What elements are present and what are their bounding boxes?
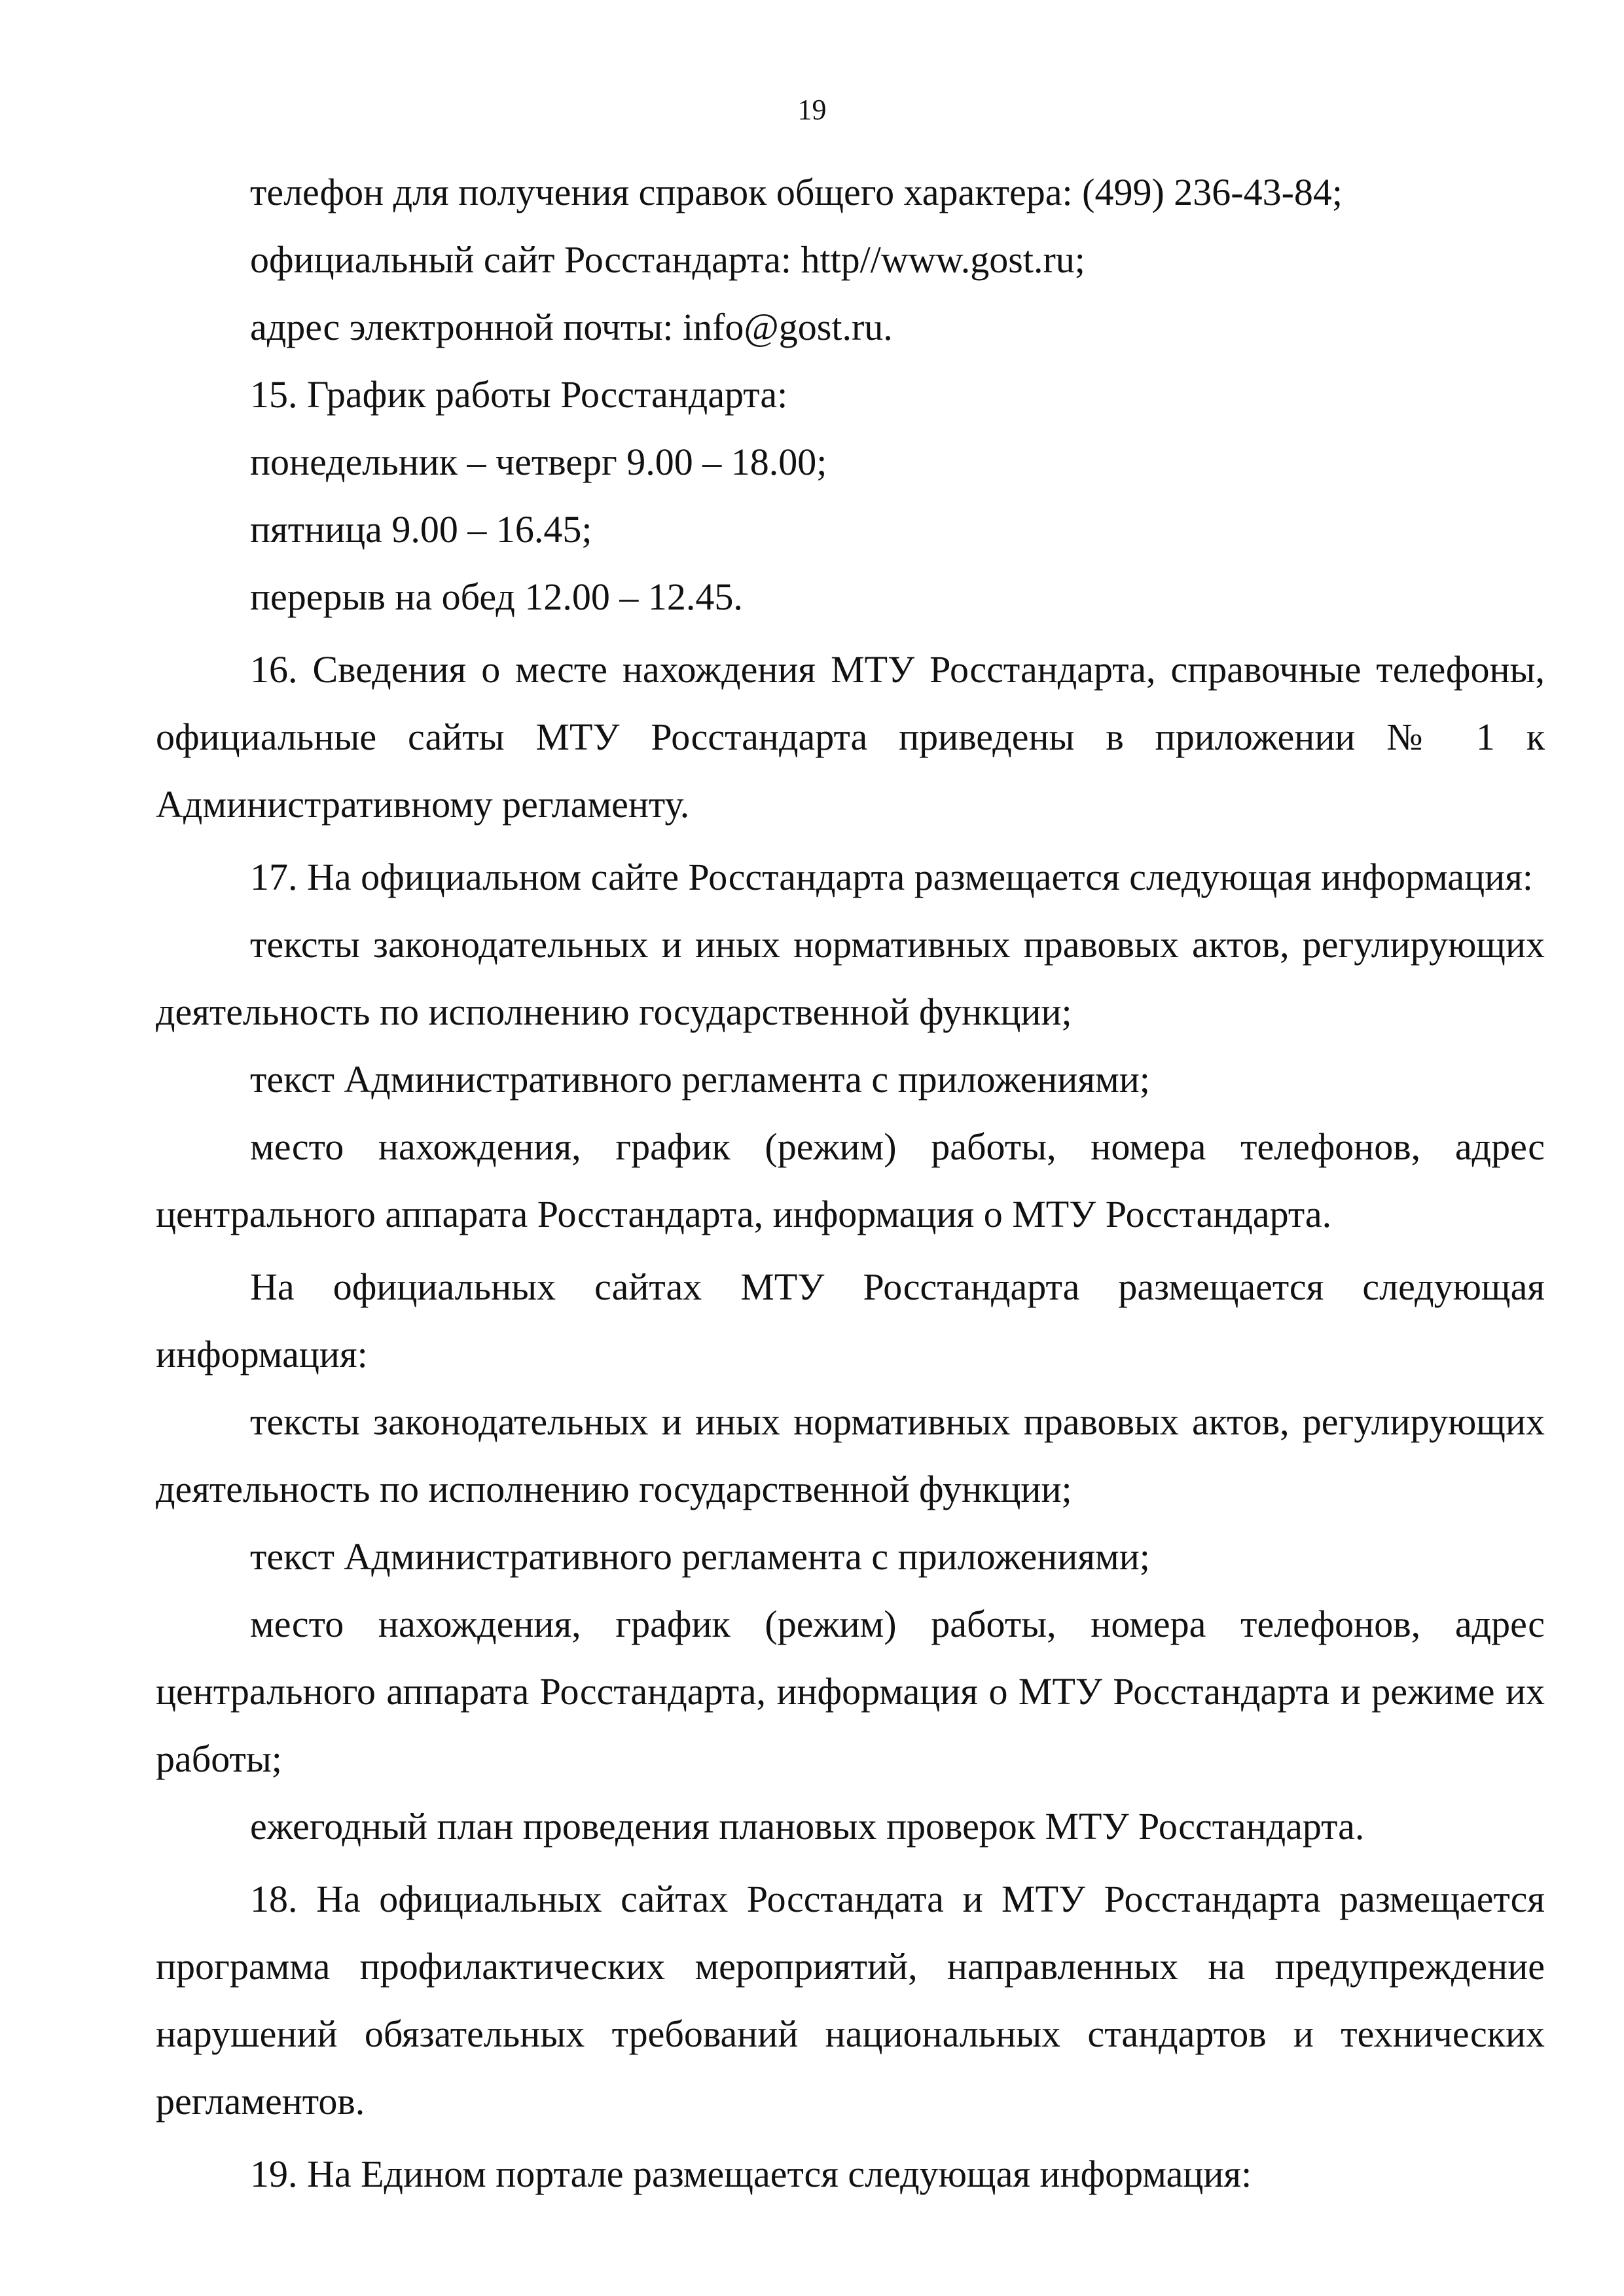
paragraph-email: адрес электронной почты: info@gost.ru. bbox=[250, 306, 893, 348]
paragraph-item-18: 18. На официальных сайтах Росстандата и МТУ Росстандарта размещается программа профилактических мероприятий, направленных на предупреждение нарушений обязательных требований национальных стандартов и технических регламентов. bbox=[156, 1878, 1545, 2123]
paragraph-schedule-friday: пятница 9.00 – 16.45; bbox=[250, 508, 592, 551]
paragraph-schedule-heading: 15. График работы Росстандарта: bbox=[250, 373, 788, 416]
paragraph-regulation-1: текст Административного регламента с приложениями; bbox=[250, 1058, 1150, 1101]
paragraph-item-17: 17. На официальном сайте Росстандарта размещается следующая информация: bbox=[250, 856, 1533, 898]
paragraph-inspection-plan: ежегодный план проведения плановых проверок МТУ Росстандарта. bbox=[250, 1805, 1365, 1848]
paragraph-location-1: место нахождения, график (режим) работы, номера телефонов, адрес центрального аппарата Росстандарта, информация о МТУ Росстандарта. bbox=[156, 1125, 1545, 1235]
paragraph-location-2: место нахождения, график (режим) работы, номера телефонов, адрес центрального аппарата Росстандарта, информация о МТУ Росстандарта и режиме их работы; bbox=[156, 1603, 1545, 1780]
paragraph-regulation-2: текст Административного регламента с приложениями; bbox=[250, 1535, 1150, 1578]
page-number: 19 bbox=[797, 94, 827, 126]
paragraph-mtu-sites: На официальных сайтах МТУ Росстандарта размещается следующая информация: bbox=[156, 1266, 1545, 1376]
paragraph-phone: телефон для получения справок общего характера: (499) 236-43-84; bbox=[250, 171, 1343, 213]
paragraph-schedule-lunch: перерыв на обед 12.00 – 12.45. bbox=[250, 575, 743, 618]
document-body bbox=[156, 158, 1545, 2208]
paragraph-laws-1: тексты законодательных и иных нормативных правовых актов, регулирующих деятельность по исполнению государственной функции; bbox=[156, 923, 1545, 1033]
paragraph-laws-2: тексты законодательных и иных нормативных правовых актов, регулирующих деятельность по исполнению государственной функции; bbox=[156, 1400, 1545, 1510]
paragraph-item-19: 19. На Едином портале размещается следующая информация: bbox=[250, 2153, 1252, 2195]
paragraph-website: официальный сайт Росстандарта: http//www.gost.ru; bbox=[250, 238, 1085, 281]
paragraph-item-16: 16. Сведения о месте нахождения МТУ Росстандарта, справочные телефоны, официальные сайты МТУ Росстандарта приведены в приложении № 1 к Административному регламенту. bbox=[156, 648, 1545, 826]
paragraph-schedule-mon-thu: понедельник – четверг 9.00 – 18.00; bbox=[250, 441, 827, 483]
